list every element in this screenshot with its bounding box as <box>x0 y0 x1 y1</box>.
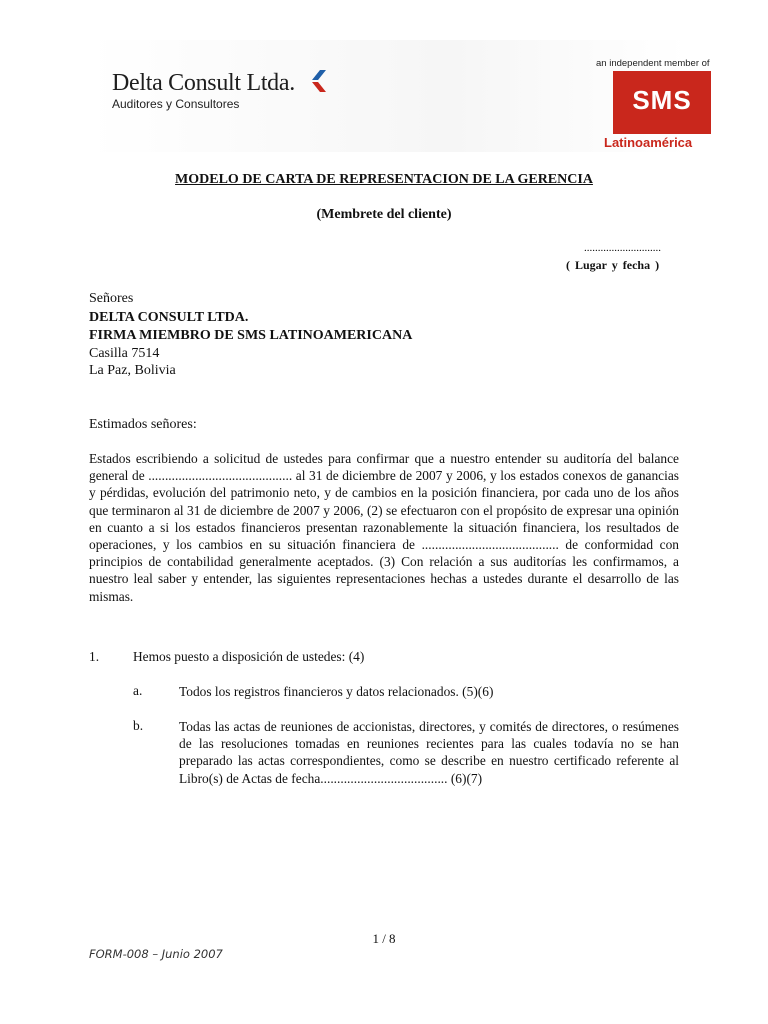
subitem-letter-a: a. <box>133 683 143 698</box>
network-region: Latinoamérica <box>604 135 693 150</box>
date-label: ( Lugar y fecha ) <box>566 258 660 272</box>
page-number: 1 / 8 <box>372 931 396 946</box>
subitem-letter-b: b. <box>133 718 144 733</box>
document-subtitle: (Membrete del cliente) <box>316 207 452 222</box>
addressee-firm: FIRMA MIEMBRO DE SMS LATINOAMERICANA <box>89 328 413 343</box>
sms-logo-text: SMS <box>632 85 692 115</box>
addressee-greeting: Señores <box>89 291 134 306</box>
body-paragraph: Estados escribiendo a solicitud de ustedes para confirmar que a nuestro entender su auditoría del balance general de ........................................... al 31 de diciembre de 2007 y 2006, y los estados conexos de ganancias y pérdidas, evolución del patrimonio neto, y de cambios en la posición financiera, por cada uno de los años que terminaron al 31 de diciembre de 2007 y 2006, (2) se efectuaron con el propósito de expresar una opinión en cuanto a si los estados financieros presentan razonablemente la situación financiera, los resultados de operaciones, y los cambios en su situación financiera de ......................................... de conformidad con principios de contabilidad generalmente aceptados. (3) Con relación a sus auditorías les confirmamos, a nuestro leal saber y entender, las siguientes representaciones hechas a ustedes durante el desarrollo de las mismas. <box>89 451 679 604</box>
subitem-text-a: Todos los registros financieros y datos relacionados. (5)(6) <box>179 684 494 699</box>
addressee-box: Casilla 7514 <box>89 346 160 361</box>
company-tagline: Auditores y Consultores <box>112 97 240 111</box>
addressee-city: La Paz, Bolivia <box>89 363 176 378</box>
document-title: MODELO DE CARTA DE REPRESENTACION DE LA GERENCIA <box>175 172 593 187</box>
company-name: Delta Consult Ltda. <box>112 70 295 96</box>
date-placeholder: ............................ <box>584 242 661 254</box>
sms-logo <box>613 71 711 134</box>
member-of-text: an independent member of <box>596 58 710 69</box>
form-code: FORM-008 – Junio 2007 <box>89 947 223 961</box>
list-item-text: Hemos puesto a disposición de ustedes: (4) <box>133 649 365 664</box>
double-chevron-logo-icon <box>308 68 328 99</box>
salutation: Estimados señores: <box>89 417 197 432</box>
list-item-number: 1. <box>89 649 100 664</box>
addressee-company: DELTA CONSULT LTDA. <box>89 310 249 325</box>
subitem-text-b: Todas las actas de reuniones de accionistas, directores, y comités de directores, o resúmenes de las resoluciones tomadas en reuniones recientes para las cuales todavía no se han preparado las actas correspondientes, como se describe en nuestro certificado referente al Libro(s) de Actas de fecha...................................... (6)(7) <box>179 719 679 786</box>
